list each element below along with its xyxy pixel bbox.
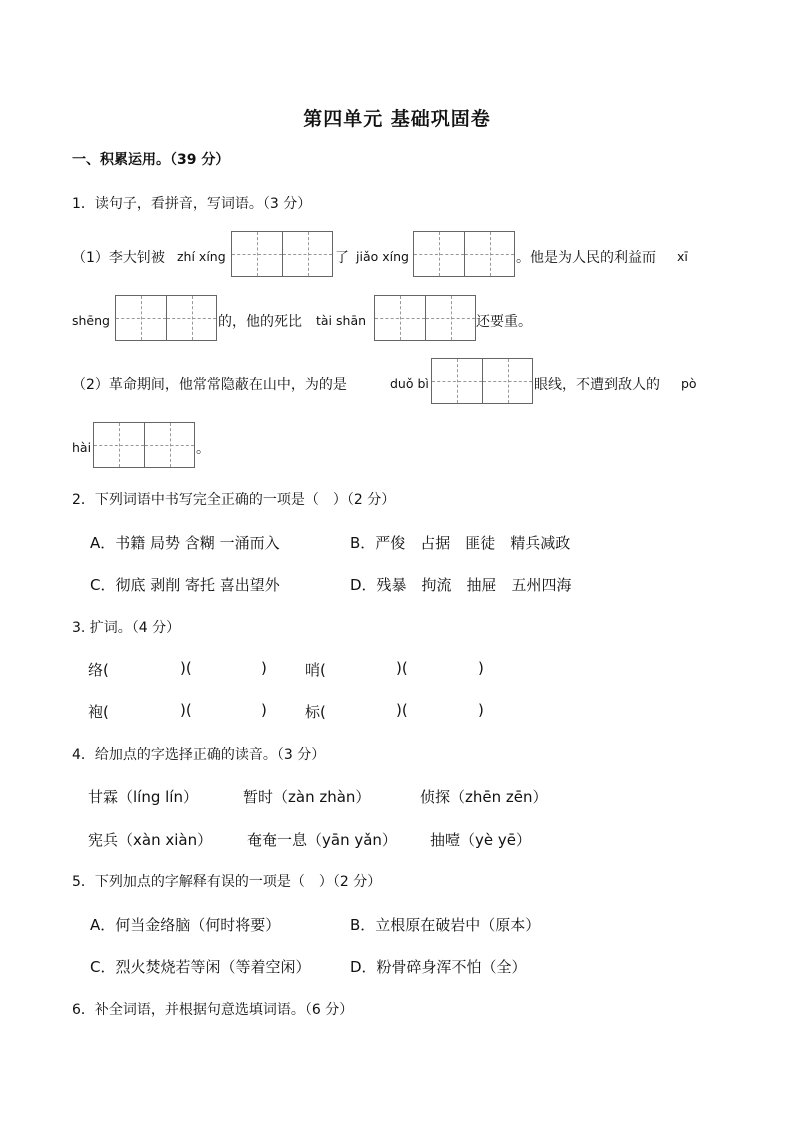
q3-row1-end1: ) xyxy=(261,659,267,677)
q4-item: 甘霖（líng lín） xyxy=(88,788,198,806)
answer-grid-xisheng[interactable] xyxy=(115,295,217,341)
q3-row2-mid1: )( xyxy=(180,701,192,719)
pinyin-sheng: shēng xyxy=(72,313,110,328)
q3-row1-end2: ) xyxy=(478,659,484,677)
q3-row2-mid2: )( xyxy=(396,701,408,719)
q4-item: 抽噎（yè yē） xyxy=(430,831,531,849)
question-2-heading: 2．下列词语中书写完全正确的一项是（ ）（2 分） xyxy=(72,492,396,508)
q1-line1-text-b: 了 xyxy=(335,250,349,266)
q1-line2-text-a: 的，他的死比 xyxy=(218,314,302,330)
answer-grid-taishan[interactable] xyxy=(374,295,476,341)
q3-row2-char1: 袍( xyxy=(88,703,109,721)
q4-item: 奄奄一息（yān yǎn） xyxy=(247,831,397,849)
pinyin-duobi: duǒ bì xyxy=(390,376,429,391)
pinyin-zhixing: zhí xíng xyxy=(177,249,226,264)
q3-row2-char2: 标( xyxy=(305,703,326,721)
pinyin-jiaoxing: jiǎo xíng xyxy=(356,249,409,264)
q1-line3-text-b: 眼线，不遭到敌人的 xyxy=(534,377,660,393)
q2-option-c: C．彻底 剥削 寄托 喜出望外 xyxy=(90,576,280,594)
q1-line2-text-b: 还要重。 xyxy=(476,314,532,330)
answer-grid-pohai[interactable] xyxy=(93,422,195,468)
question-1-heading: 1．读句子，看拼音，写词语。（3 分） xyxy=(72,196,312,212)
q3-row2-end1: ) xyxy=(261,701,267,719)
q5-option-b: B．立根原在破岩中（原本） xyxy=(350,916,541,934)
pinyin-po: pò xyxy=(681,376,697,391)
answer-grid-jiaoxing[interactable] xyxy=(413,231,515,277)
q1-line4-period: 。 xyxy=(196,441,210,457)
q1-line1-text-c: 。他是为人民的利益而 xyxy=(516,250,656,266)
page-title: 第四单元 基础巩固卷 xyxy=(303,108,491,130)
q4-item: 侦探（zhēn zēn） xyxy=(420,788,548,806)
pinyin-xi: xī xyxy=(677,249,688,264)
q3-row1-char2: 哨( xyxy=(305,661,326,679)
q3-row1-mid1: )( xyxy=(180,659,192,677)
q5-option-a: A．何当金络脑（何时将要） xyxy=(90,916,281,934)
q2-option-a: A．书籍 局势 含糊 一涌而入 xyxy=(90,534,280,552)
question-4-heading: 4．给加点的字选择正确的读音。（3 分） xyxy=(72,747,326,763)
answer-grid-duobi[interactable] xyxy=(431,358,533,404)
q5-option-c: C．烈火焚烧若等闲（等着空闲） xyxy=(90,958,311,976)
q1-line1-text-a: （1）李大钊被 xyxy=(72,250,165,266)
q4-item: 宪兵（xàn xiàn） xyxy=(88,831,213,849)
q3-row1-char1: 络( xyxy=(88,661,109,679)
pinyin-hai: hài xyxy=(72,440,92,455)
answer-grid-zhixing[interactable] xyxy=(231,231,333,277)
q4-item: 暂时（zàn zhàn） xyxy=(243,788,371,806)
question-5-heading: 5．下列加点的字解释有误的一项是（ ）（2 分） xyxy=(72,874,382,890)
q3-row2-end2: ) xyxy=(478,701,484,719)
pinyin-taishan: tài shān xyxy=(316,313,367,328)
q5-option-d: D．粉骨碎身浑不怕（全） xyxy=(350,958,527,976)
q3-row1-mid2: )( xyxy=(396,659,408,677)
q2-option-b: B．严俊 占据 匪徒 精兵减政 xyxy=(350,534,571,552)
section-heading: 一、积累运用。（39 分） xyxy=(72,152,230,168)
question-6-heading: 6．补全词语，并根据句意选填词语。（6 分） xyxy=(72,1002,354,1018)
question-3-heading: 3. 扩词。（4 分） xyxy=(72,620,181,636)
q2-option-d: D．残暴 拘流 抽屉 五州四海 xyxy=(350,576,572,594)
q1-line3-text-a: （2）革命期间，他常常隐蔽在山中，为的是 xyxy=(72,377,347,393)
